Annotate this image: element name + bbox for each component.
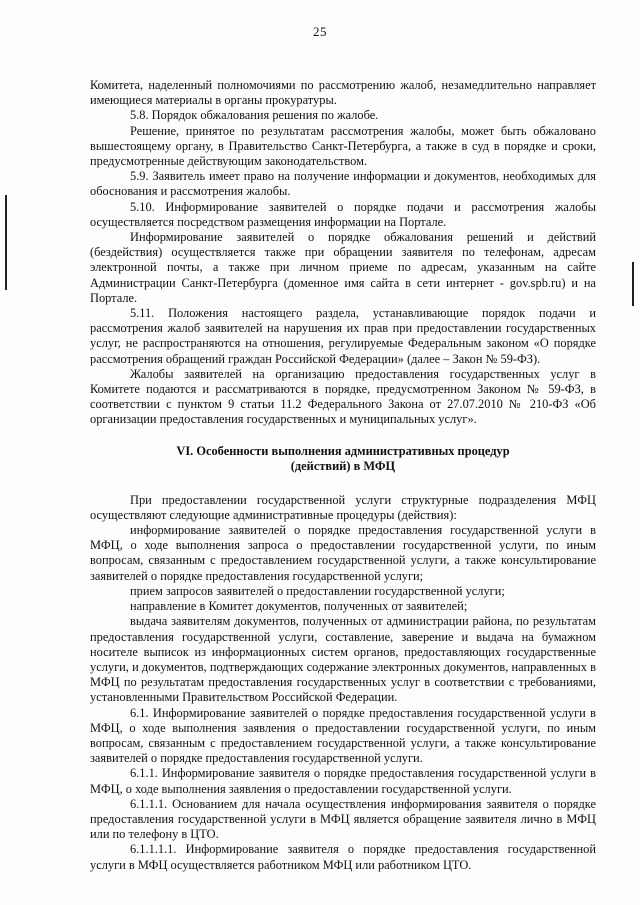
paragraph: При предоставлении государственной услуги структурные подразделения МФЦ осуществляют следующие административные процедуры (действия): [90,492,596,522]
paragraph: прием запросов заявителей о предоставлении государственной услуги; [130,583,505,598]
paragraph: Жалобы заявителей на организацию предоставления государственных услуг в Комитете подаются и рассматриваются в порядке, предусмотренном Законом № 59-ФЗ, в соответствии с пунктом 9 статьи 11.2 Федерального Закона от 27.07.2010 № 210-ФЗ «Об организации предоставления государственных и муниципальных услуг». [90,366,596,427]
document-body [90,78,596,873]
paragraphs-after-heading [90,493,596,873]
paragraph: 6.1.1.1. Основанием для начала осуществления информирования заявителя о порядке предоставления государственной услуги в МФЦ является обращение заявителя лично в МФЦ или по телефону в ЦТО. [90,796,596,842]
paragraph: Решение, принятое по результатам рассмотрения жалобы, может быть обжаловано вышестоящему органу, в Правительство Санкт-Петербурга, а также в суд в порядке и сроки, предусмотренные действующим законодательством. [90,123,596,169]
paragraph: выдача заявителям документов, полученных от администрации района, по результатам предоставления государственной услуги, составление, заверение и выдача на бумажном носителе выписок из информационных систем органов, предоставляющих государственные услуги, и документов, подтверждающих содержание электронных документов, направленных в МФЦ по результатам предоставления государственных услуг в соответствии с требованиями, установленными Правительством Российской Федерации. [90,614,596,705]
paragraph: 5.9. Заявитель имеет право на получение информации и документов, необходимых для обоснования и рассмотрения жалобы. [90,169,596,199]
paragraphs-before-heading [90,78,596,428]
paragraph: 5.8. Порядок обжалования решения по жалобе. [130,108,379,123]
paragraph: 5.10. Информирование заявителей о порядке подачи и рассмотрения жалобы осуществляется посредством размещения информации на Портале. [90,199,596,229]
paragraph: 6.1.1.1.1. Информирование заявителя о порядке предоставления государственной услуги в МФЦ осуществляется работником МФЦ или работником ЦТО. [90,842,596,872]
paragraph: 5.11. Положения настоящего раздела, устанавливающие порядок подачи и рассмотрения жалоб заявителей на нарушения их прав при предоставлении государственных услуг, не распространяются на отношения, регулируемые Федеральным законом «О порядке рассмотрения обращений граждан Российской Федерации» (далее – Закон № 59-ФЗ). [90,306,596,366]
paragraph: 6.1. Информирование заявителей о порядке предоставления государственной услуги в МФЦ, о ходе выполнения заявления о предоставлении государственной услуги, по иным вопросам, связанным с предоставлением государственной услуги, а также консультирование заявителей о порядке предоставления государственной услуги. [90,705,596,766]
section-heading [90,444,596,475]
section-heading-line-1: VI. Особенности выполнения административных процедур [176,443,510,458]
margin-change-bar-right [632,262,634,306]
paragraph: 6.1.1. Информирование заявителя о порядке предоставления государственной услуги в МФЦ, о ходе выполнения заявления о предоставлении государственной услуги. [90,766,596,796]
paragraph: Комитета, наделенный полномочиями по рассмотрению жалоб, незамедлительно направляет имеющиеся материалы в органы прокуратуры. [90,78,596,108]
paragraph: Информирование заявителей о порядке обжалования решений и действий (бездействия) осуществляется также при обращении заявителя по телефонам, адресам электронной почты, а также при личном приеме по адресам, указанным на сайте Администрации Санкт-Петербурга (доменное имя сайта в сети интернет - gov.spb.ru) и на Портале. [90,230,596,305]
page-number: 25 [313,24,327,39]
margin-change-bar-left [5,195,7,290]
paragraph: направление в Комитет документов, полученных от заявителей; [130,599,468,614]
section-heading-line-2: (действий) в МФЦ [290,459,396,474]
paragraph: информирование заявителей о порядке предоставления государственной услуги в МФЦ, о ходе выполнения запроса о предоставлении государственной услуги, по иным вопросам, связанным с предоставлением государственной услуги, а также консультирование заявителей о порядке предоставления государственной услуги; [90,523,596,583]
